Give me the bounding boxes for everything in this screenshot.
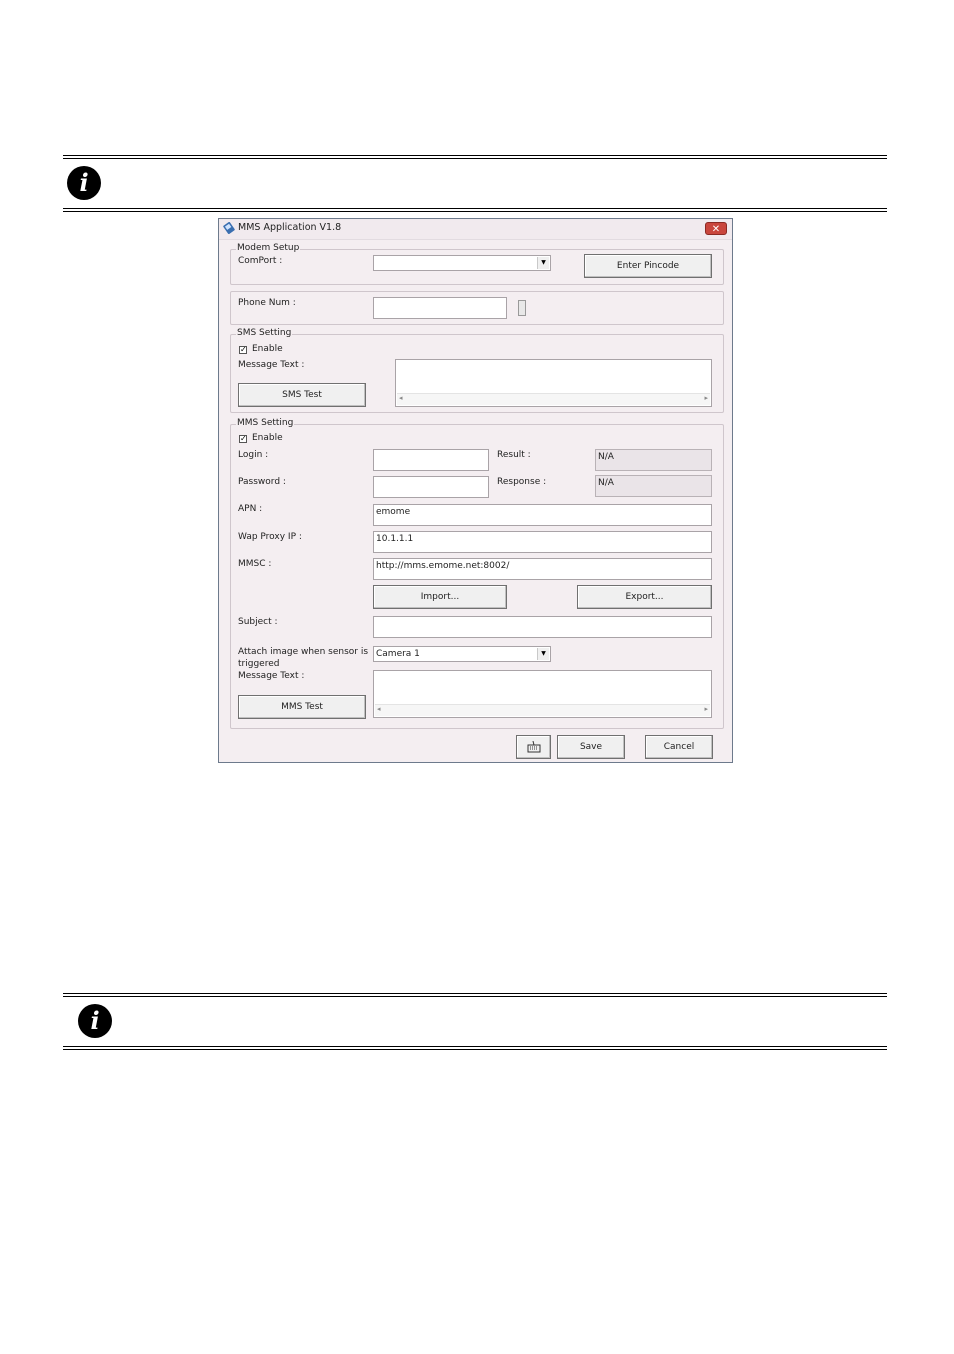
apn-label: APN :: [238, 504, 263, 514]
scroll-left-icon[interactable]: ◂: [377, 705, 381, 713]
mms-message-label: Message Text :: [238, 671, 305, 681]
comport-label: ComPort :: [238, 256, 283, 266]
keyboard-button[interactable]: [516, 735, 551, 759]
top-rule-upper-thin: [63, 158, 887, 159]
mms-application-window: [218, 218, 733, 763]
login-label: Login :: [238, 450, 269, 460]
info-icon: i: [78, 1004, 112, 1038]
bottom-rule-upper: [63, 993, 887, 994]
export-button[interactable]: Export...: [577, 585, 712, 609]
modem-setup-legend: Modem Setup: [237, 243, 300, 253]
mms-test-button[interactable]: MMS Test: [238, 695, 366, 719]
info-icon: i: [67, 166, 101, 200]
comport-select[interactable]: [373, 255, 551, 271]
apn-input[interactable]: emome: [373, 504, 712, 526]
password-label: Password :: [238, 477, 286, 487]
enter-pincode-button[interactable]: Enter Pincode: [584, 254, 712, 278]
mms-enable-label: Enable: [252, 433, 283, 443]
sms-horizontal-scrollbar[interactable]: [397, 393, 710, 405]
bottom-rule-lower: [63, 1046, 887, 1047]
attach-camera-select[interactable]: [373, 646, 551, 662]
response-label: Response :: [497, 477, 547, 487]
import-button[interactable]: Import...: [373, 585, 507, 609]
cancel-button[interactable]: Cancel: [645, 735, 713, 759]
phone-num-label: Phone Num :: [238, 298, 296, 308]
sms-message-textarea[interactable]: [395, 359, 712, 407]
save-button[interactable]: Save: [557, 735, 625, 759]
attach-camera-value: Camera 1: [376, 649, 420, 659]
attach-image-label-line1: Attach image when sensor is: [238, 647, 369, 657]
subject-label: Subject :: [238, 617, 278, 627]
phone-num-input[interactable]: [373, 297, 507, 319]
close-button[interactable]: ✕: [705, 222, 727, 235]
title-bar[interactable]: [219, 219, 732, 240]
scroll-right-icon[interactable]: ▸: [704, 705, 708, 713]
subject-input[interactable]: [373, 616, 712, 638]
mms-setting-legend: MMS Setting: [237, 418, 294, 428]
mms-horizontal-scrollbar[interactable]: [375, 704, 710, 716]
result-label: Result :: [497, 450, 531, 460]
sms-setting-legend: SMS Setting: [237, 328, 292, 338]
keyboard-icon: [527, 741, 541, 753]
sms-message-label: Message Text :: [238, 360, 305, 370]
phone-info-icon[interactable]: [518, 300, 526, 316]
bottom-rule-upper-thin: [63, 996, 887, 997]
scroll-right-icon[interactable]: ▸: [704, 394, 708, 402]
top-rule-upper: [63, 155, 887, 156]
mms-message-textarea[interactable]: [373, 670, 712, 718]
wap-proxy-input[interactable]: 10.1.1.1: [373, 531, 712, 553]
scroll-left-icon[interactable]: ◂: [399, 394, 403, 402]
password-input[interactable]: [373, 476, 489, 498]
chevron-down-icon[interactable]: ▼: [537, 648, 549, 660]
sms-enable-label: Enable: [252, 344, 283, 354]
window-title: MMS Application V1.8: [238, 222, 342, 233]
result-value: N/A: [595, 449, 712, 471]
sms-test-button[interactable]: SMS Test: [238, 383, 366, 407]
bottom-rule-lower-thin: [63, 1049, 887, 1050]
mmsc-input[interactable]: http://mms.emome.net:8002/: [373, 558, 712, 580]
chevron-down-icon[interactable]: ▼: [537, 257, 549, 269]
top-rule-lower-thin: [63, 211, 887, 212]
login-input[interactable]: [373, 449, 489, 471]
response-value: N/A: [595, 475, 712, 497]
mmsc-label: MMSC :: [238, 559, 272, 569]
app-icon: [223, 222, 235, 234]
attach-image-label-line2: triggered: [238, 659, 280, 669]
wap-proxy-label: Wap Proxy IP :: [238, 532, 302, 542]
sms-enable-checkbox[interactable]: ✓: [240, 345, 247, 354]
mms-enable-checkbox[interactable]: ✓: [240, 434, 247, 443]
top-rule-lower: [63, 208, 887, 209]
